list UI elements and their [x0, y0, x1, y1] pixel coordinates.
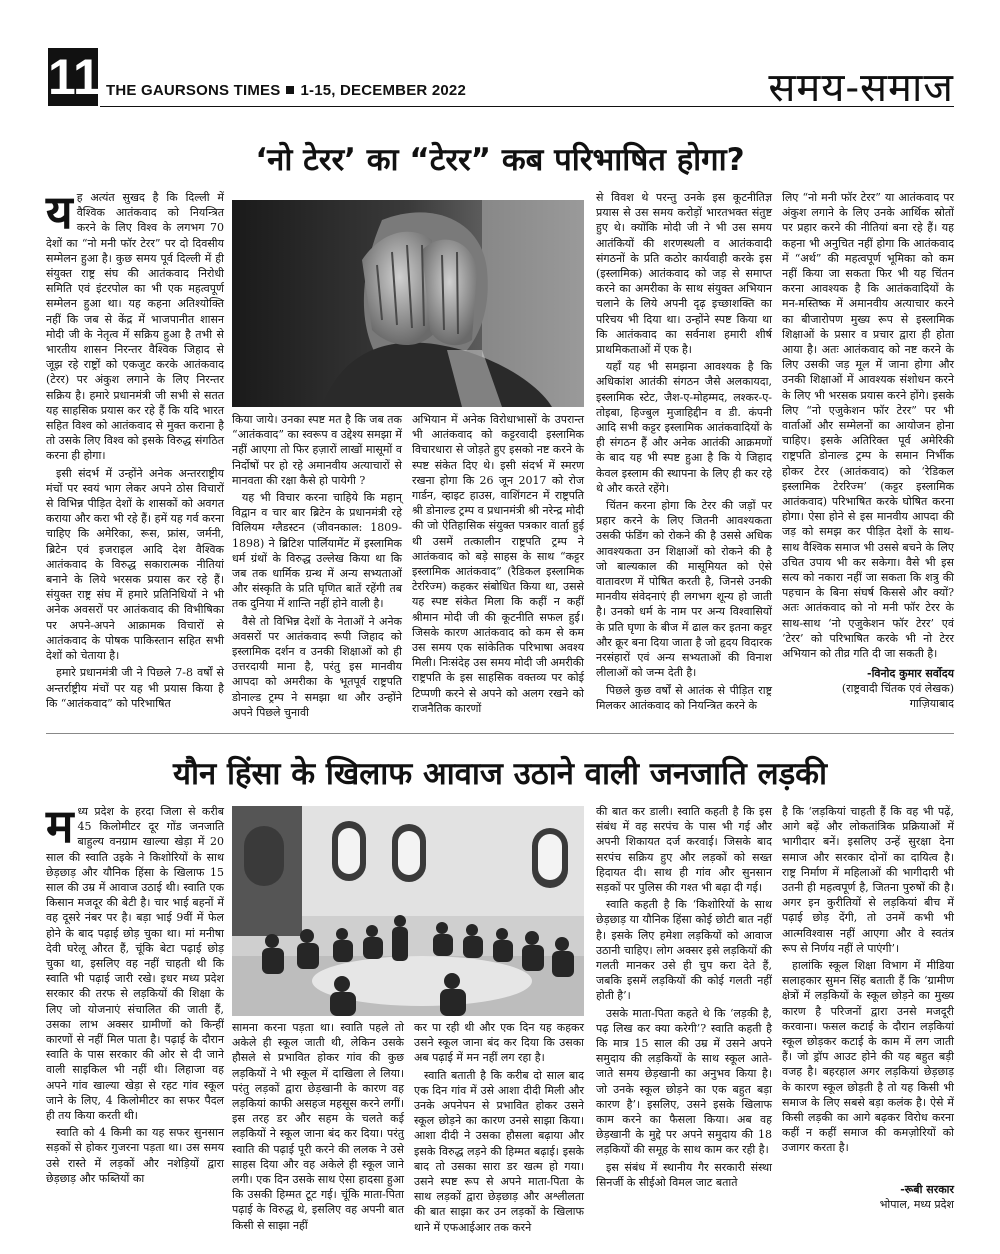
article1-column-2: [232, 412, 402, 718]
article2-byline: [782, 1182, 954, 1212]
square-bullet-icon: [286, 86, 294, 94]
article1-paragraph: यहाँ यह भी समझना आवश्यक है कि अधिकांश आतंकी संगठन जैसे अलकायदा, इस्लामिक स्टेट, जैश-ए-मोहम्मद, लश्कर-ए-तोइबा, हिज्बुल मुजाहिद्दीन व डी. कंपनी आदि सभी कट्टर इस्लामिक आतंकवादियों के ही संगठन हैं और अनेक आतंकी आक्रमणों के बाद यह भी स्पष्ट हुआ है कि ये जिहाद केवल इस्लाम की स्थापना के लिए ही कर रहे थे और करते रहेंगे।: [596, 360, 772, 495]
article1-paragraph: से विवश थे परन्तु उनके इस कूटनीतिज्ञ प्रयास से उस समय करोड़ों भारतभक्त संतुष्ट हुए थे। क्योंकि मोदी जी ने भी उस समय आतंकियों की शरणस्थली व आतंकवादी संगठनों के प्रति कठोर कार्यवाही करके इस (इस्लामिक) आतंकवाद को जड़ से समाप्त करने का अमरीका के साथ संयुक्त अभियान चलाने के लिये अपनी दृढ़ इच्छाशक्ति का परिचय भी दिया था। उन्होंने स्पष्ट किया था कि आतंकवाद का सर्वनाश हमारी शीर्ष प्राथमिकताओं में एक है।: [596, 191, 772, 357]
article2-paragraph: स्वाति को 4 किमी का यह सफर सुनसान सड़कों से होकर गुजरना पड़ता था। उस समय उसे रास्ते में लड़कों और नशेड़ियों द्वारा छेड़छाड़ और फब्तियों का: [46, 1126, 224, 1185]
photo-girls-meeting: [232, 806, 584, 1016]
section-divider: [46, 733, 954, 734]
author-name: -रूबी सरकार: [900, 1183, 954, 1196]
article1-headline: ‘नो टेरर’ का “टेरर” कब परिभाषित होगा?: [255, 142, 745, 178]
article2-paragraph: मध्य प्रदेश के हरदा जिला से करीब 45 किलोमीटर दूर गोंड जनजाति बाहुल्य वनग्राम खाल्या खेड़ा में 20 साल की स्वाति उइके ने किशोरियों के साथ छेड़छाड़ और यौनिक हिंसा के खिलाफ 15 साल की उम्र में आवाज उठाई थी। स्वाति एक किसान मजदूर की बेटी है। चार भाई बहनों में वह दूसरे नंबर पर है। बड़ा भाई 9वीं में फेल होने के बाद पढ़ाई छोड़ चुका था। मां मनीषा देवी घरेलू औरत हैं, चूंकि बेटा पढ़ाई छोड़ चुका था, इसलिए वह नहीं चाहती थी कि स्वाति भी पढ़ाई जारी रखे। इधर मध्य प्रदेश सरकार की तरफ से लड़कियों की शिक्षा के लिए जो योजनाएं संचालित की जाती हैं, उसका लाभ अक्सर ग्रामीणों को किन्हीं कारणों से नहीं मिल पाता है। पढ़ाई के दौरान स्वाति के पास सरकार की ओर से दी जाने वाली साइकिल भी नहीं थी। लिहाजा वह अपने गांव खाल्या खेड़ा से रहट गांव स्कूल जाने के लिए, 4 किलोमीटर का सफर पैदल ही तय किया करती थी।: [46, 799, 224, 1123]
author-city: गाज़ियाबाद: [909, 697, 954, 710]
article1-column-4: [596, 190, 772, 718]
article2-paragraph: इस संबंध में स्थानीय गैर सरकारी संस्था सिनर्जी के सीईओ विमल जाट बताते: [596, 1160, 772, 1189]
drop-cap: य: [46, 185, 73, 239]
article1-byline: [782, 666, 954, 711]
article2-column-4: [596, 804, 772, 1218]
article1-paragraph: अभियान में अनेक विरोधाभासों के उपरान्त भी आतंकवाद को कट्टरवादी इस्लामिक विचारधारा से जोड़ते हुए इसको नष्ट करने के स्पष्ट संकेत दिए थे। इसी संदर्भ में स्मरण रखना होगा कि 26 जून 2017 को रोज गार्डन, व्हाइट हाउस, वाशिंगटन में राष्ट्रपति श्री डोनाल्ड ट्रम्प व प्रधानमंत्री श्री नरेन्द्र मोदी की जो ऐतिहासिक संयुक्त पत्रकार वार्ता हुई थी उसमें तत्कालीन राष्ट्रपति ट्रम्प ने आतंकवाद को बड़े साहस के साथ “कट्टर इस्लामिक आतंकवाद” (रैडिकल इस्लामिक टेररिज्म) कहकर संबोधित किया था, उससे यह स्पष्ट संकेत मिला कि कहीं न कहीं श्रीमान मोदी जी की कूटनीति सफल हुई। जिसके कारण आतंकवाद को कम से कम उस समय एक सांकेतिक परिभाषा अवश्य मिली। निःसंदेह उस समय मोदी जी अमरीकी राष्ट्रपति के इस साहसिक वक्तव्य पर कोई टिप्पणी करने से अपने को अलग रखने को राजनैतिक कारणों: [412, 413, 584, 715]
article2-paragraph: की बात कर डाली। स्वाति कहती है कि इस संबंध में वह सरपंच के पास भी गई और अपनी शिकायत दर्ज करवाई। जिसके बाद सरपंच सक्रिय हुए और लड़कों को सख्त हिदायत दी। साथ ही गांव और सुनसान सड़कों पर पुलिस की गश्त भी बढ़ा दी गई।: [596, 805, 772, 895]
article1-paragraph: वैसे तो विभिन्न देशों के नेताओं ने अनेक अवसरों पर आतंकवाद रूपी जिहाद को इस्लामिक दर्शन व उनकी शिक्षाओं को ही उत्तरदायी माना है, परंतु इस मानवीय आपदा को अमरीका के भूतपूर्व राष्ट्रपति डोनाल्ड ट्रम्प ने समझा था और उन्होंने अपने पिछले चुनावी: [232, 614, 402, 719]
article1-column-3: [412, 412, 584, 718]
drop-cap: म: [46, 799, 74, 853]
article1-paragraph: हमारे प्रधानमंत्री जी ने पिछले 7-8 वर्षों से अन्तर्राष्ट्रीय मंचों पर यह भी प्रयास किया है कि “आतंकवाद” को परिभाषित: [46, 666, 224, 710]
article1-paragraph: इसी संदर्भ में उन्होंने अनेक अन्तरराष्ट्रीय मंचों पर स्वयं भाग लेकर अपने ठोस विचारों से विभिन्न पीड़ित देशों के शासकों को अवगत कराया और करा भी रहे हैं। हमें यह गर्व करना चाहिए कि अमेरिका, रूस, फ्रांस, जर्मनी, ब्रिटेन एवं इजराइल आदि देश वैश्विक आतंकवाद के विरुद्ध सकारात्मक नीतियां बनाने के लिये भरसक प्रयास कर रहे हैं। संयुक्त राष्ट्र संघ में हमारे प्रतिनिधियों ने भी अनेक अवसरों पर आतंकवाद की विभीषिका पर अपने-अपने आक्रामक विचारों से आतंकवाद के पोषक पाकिस्तान सहित सभी देशों को चेताया है।: [46, 466, 224, 663]
issue-date: 1-15, DECEMBER 2022: [300, 82, 466, 99]
article2-column-5: [782, 804, 954, 1176]
article2-column-1: [46, 799, 224, 1218]
photo-man-covering-face: [232, 200, 584, 407]
article2-paragraph: है कि ‘लड़कियां चाहती हैं कि वह भी पढ़ें, आगे बढ़ें और लोकतांत्रिक प्रक्रियाओं में भागीदार बनें। इसलिए उन्हें सुरक्षा देना समाज और सरकार दोनों का दायित्व है। राष्ट्र निर्माण में महिलाओं की भागीदारी भी उतनी ही महत्वपूर्ण है, जितना पुरुषों की है। अगर इन कुरीतियों से लड़कियां बीच में पढ़ाई छोड़ देंगी, तो उनमें कभी भी आत्मविश्वास नहीं आएगा और वे स्वतंत्र रूप से निर्णय नहीं ले पाएंगी’।: [782, 805, 954, 955]
article1-paragraph: यह भी विचार करना चाहिये कि महान् विद्वान व चार बार ब्रिटेन के प्रधानमंत्री रहे विलियम ग्लैडस्टन (जीवनकाल: 1809-1898) ने ब्रिटिश पार्लियामेंट में इस्लामिक धर्म ग्रंथों के विरुद्ध उल्लेख किया था कि जब तक धार्मिक ग्रन्थ में अन्य सभ्यताओं और संस्कृति के प्रति घृणित बातें रहेंगी तब तक दुनिया में शान्ति नहीं होने वाली है।: [232, 491, 402, 611]
top-rule: [100, 106, 954, 107]
paper-name: THE GAURSONS TIMES: [106, 82, 281, 99]
article1-paragraph: चिंतन करना होगा कि टेरर की जड़ों पर प्रहार करने के लिए जितनी आवश्यकता उसकी फंडिंग को रोकने की है उससे अधिक आवश्यकता उन शिक्षाओं को रोकने की है जो बाल्यकाल की मासूमियत को ऐसे वातावरण में पोषित करती है, जिनसे उनकी मानवीय संवेदनाएं ही लगभग शून्य हो जाती है। उनको धर्म के नाम पर अन्य विश्वासियों के प्रति घृणा के बीज में ढाल कर इतना कट्टर और क्रूर बना दिया जाता है जो हृदय विदारक नरसंहारों एवं अन्य सभ्यताओं की विनाश लीलाओं को जन्म देती है।: [596, 499, 772, 680]
article2-column-2: [232, 1020, 404, 1232]
article1-paragraph: लिए “नो मनी फॉर टेरर” या आतंकवाद पर अंकुश लगाने के लिए उनके आर्थिक स्रोतों पर प्रहार करने की नीतियां बना रहे हैं। यह कहना भी अनुचित नहीं होगा कि आतंकवाद में “अर्थ” की महत्वपूर्ण भूमिका को कम नहीं किया जा सकता फिर भी यह चिंतन करना आवश्यक है कि आतंकवादियों के मन-मस्तिष्क में अमानवीय अत्याचार करने का बीजारोपण मुख्य रूप से इस्लामिक शिक्षाओं के प्रसार व प्रचार द्वारा ही होता आया है। अतः आतंकवाद को नष्ट करने के लिए उसकी जड़ मूल में जाना होगा और उनकी शिक्षाओं में आवश्यक संशोधन करने के लिए भी भरसक प्रयास करने होंगे। इसके लिए “नो एजुकेशन फॉर टेरर” पर भी वार्ताओं और सम्मेलनों का आयोजन होना चाहिए। इसके अतिरिक्त पूर्व अमेरिकी राष्ट्रपति डोनाल्ड ट्रम्प के समान निर्भीक होकर टेरर (आतंकवाद) को ‘रेडिकल इस्लामिक टेररिज्म’ (कट्टर इस्लामिक आतंकवाद) परिभाषित करके घोषित करना होगा। ऐसा होने से इस मानवीय आपदा की जड़ को समझ कर पीड़ित देशों के साथ-साथ वैश्विक समाज भी उससे बचने के लिए उचित उपाय भी कर सकेगा। वैसे भी इस सत्य को नकारा नहीं जा सकता कि शत्रु की पहचान के बिना संघर्ष किससे और क्यों? अतः आतंकवाद को नो मनी फॉर टेरर के साथ-साथ ‘नो एजुकेशन फॉर टेरर’ एवं ‘टेरर’ को परिभाषित करके भी नो टेरर अभियान को तीव्र गति दी जा सकती है।: [782, 191, 954, 661]
author-name: -विनोद कुमार सर्वोदय: [867, 667, 954, 680]
author-city: भोपाल, मध्य प्रदेश: [879, 1198, 954, 1211]
article2-paragraph: सामना करना पड़ता था। स्वाति पहले तो अकेले ही स्कूल जाती थी, लेकिन उसके हौसले से प्रभावित होकर गांव की कुछ लड़कियों ने भी स्कूल में दाखिला ले लिया। परंतु लड़कों द्वारा छेड़खानी के कारण वह लड़कियां काफी असहज महसूस करने लगीं। इस तरह डर और सहम के चलते कई लड़कियों ने स्कूल जाना बंद कर दिया। परंतु स्वाति की पढ़ाई पूरी करने की ललक ने उसे साहस दिया और वह अकेले ही स्कूल जाने लगी। एक दिन उसके साथ ऐसा हादसा हुआ कि उसकी हिम्मत टूट गई। चूंकि माता-पिता पढ़ाई के विरुद्ध थे, इसलिए वह अपनी बात किसी से साझा नहीं: [232, 1021, 404, 1232]
article1-column-5: [782, 190, 954, 660]
article2-paragraph: हालांकि स्कूल शिक्षा विभाग में मीडिया सलाहकार सुमन सिंह बताती हैं कि ‘ग्रामीण क्षेत्रों में लड़कियों के स्कूल छोड़ने का मुख्य कारण है परिजनों द्वारा उनसे मजदूरी करवाना। फसल कटाई के दौरान लड़कियां स्कूल छोड़कर कटाई के काम में लग जाती हैं। जो ड्रॉप आउट होने की यह बहुत बड़ी वजह है। बहरहाल अगर लड़कियां छेड़छाड़ के कारण स्कूल छोड़ती है तो यह किसी भी समाज के लिए सबसे बड़ा कलंक है। ऐसे में किसी लड़की का आगे बढ़कर विरोध करना कहीं न कहीं समाज की कमज़ोरियों को उजागर करता है।: [782, 959, 954, 1155]
article2-column-3: [414, 1020, 584, 1234]
article2-paragraph: उसके माता-पिता कहते थे कि ‘लड़की है, पढ़ लिख कर क्या करेगी’? स्वाति कहती है कि मात्र 15 साल की उम्र में उसने अपने समुदाय की लड़कियों के साथ स्कूल आते-जाते समय छेड़खानी का अनुभव किया है। जो उनके स्कूल छोड़ने का एक बहुत बड़ा कारण है’। इसलिए, उसने इसके खिलाफ काम करने का फैसला किया। अब वह छेड़खानी के मुद्दे पर अपने समुदाय की 18 लड़कियों की समूह के साथ काम कर रही है।: [596, 1006, 772, 1157]
section-title: समय-समाज: [768, 65, 954, 111]
article1-paragraph: पिछले कुछ वर्षों से आतंक से पीड़ित राष्ट्र मिलकर आतंकवाद को नियन्त्रित करने के: [596, 683, 772, 712]
article2-paragraph: कर पा रही थी और एक दिन यह कहकर उसने स्कूल जाना बंद कर दिया कि उसका अब पढ़ाई में मन नहीं लग रहा है।: [414, 1021, 584, 1065]
masthead: [106, 82, 466, 100]
article1-paragraph: यह अत्यंत सुखद है कि दिल्ली में वैश्विक आतंकवाद को नियन्त्रित करने के लिए विश्व के लगभग 70 देशों का “नो मनी फॉर टेरर” पर दो दिवसीय सम्मेलन हुआ है। कुछ समय पूर्व दिल्ली में ही संयुक्त राष्ट्र संघ की आतंकवाद निरोधी समिति एवं इंटरपोल का भी एक महत्वपूर्ण सम्मेलन हुआ था। यह कहना अतिश्योक्ति नहीं कि जब से केंद्र में भाजपानीत शासन मोदी जी के नेतृत्व में सक्रिय हुआ है तभी से भारतीय शासन निरन्तर वैश्विक जिहाद से जूझ रहे राष्ट्रों को एकजुट करके आतंकवाद (टेरर) पर अंकुश लगाने के लिए निरन्तर सक्रिय है। हमारे प्रधानमंत्री जी सभी से सतत यह साहसिक प्रयास कर रहे हैं कि यदि भारत सहित विश्व को आतंकवाद से मुक्त कराना है तो उसके लिए विश्व को इसके विरुद्ध संगठित करना ही होगा।: [46, 185, 224, 463]
article2-paragraph: स्वाति बताती है कि करीब दो साल बाद एक दिन गांव में उसे आशा दीदी मिली और उनके अपनेपन से प्रभावित होकर उसने स्कूल छोड़ने का कारण उनसे साझा किया। आशा दीदी ने उसका हौसला बढ़ाया और इसके विरुद्ध लड़ने की हिम्मत बढ़ाई। इसके बाद तो उसका सारा डर खत्म हो गया। उसने स्पष्ट रूप से अपने माता-पिता के साथ लड़कों द्वारा छेड़छाड़ और अश्लीलता की बात साझा कर उन लड़कों के खिलाफ थाने में एफआईआर तक करने: [414, 1068, 584, 1234]
article1-paragraph: किया जाये। उनका स्पष्ट मत है कि जब तक “आतंकवाद” का स्वरूप व उद्देश्य समझा में नहीं आएगा तो फिर हज़ारों लाखों मासूमों व निर्दोषों पर हो रहे अमानवीय अत्याचारों से मानवता की रक्षा कैसे हो पायेगी ?: [232, 413, 402, 487]
article2-headline: यौन हिंसा के खिलाफ आवाज उठाने वाली जनजाति लड़की: [172, 756, 828, 792]
author-title: (राष्ट्रवादी चिंतक एवं लेखक): [841, 682, 954, 695]
article1-column-1: [46, 185, 224, 718]
article2-paragraph: स्वाति कहती है कि ‘किशोरियों के साथ छेड़छाड़ या यौनिक हिंसा कोई छोटी बात नहीं है। इसके लिए हमेशा लड़कियों को आवाज उठानी चाहिए। लोग अक्सर इसे लड़कियों की गलती मानकर उसे ही चुप करा देते हैं, जबकि इसमें लड़कियों की कोई गलती नहीं होती है’।: [596, 898, 772, 1003]
page-number: 11: [48, 49, 101, 105]
